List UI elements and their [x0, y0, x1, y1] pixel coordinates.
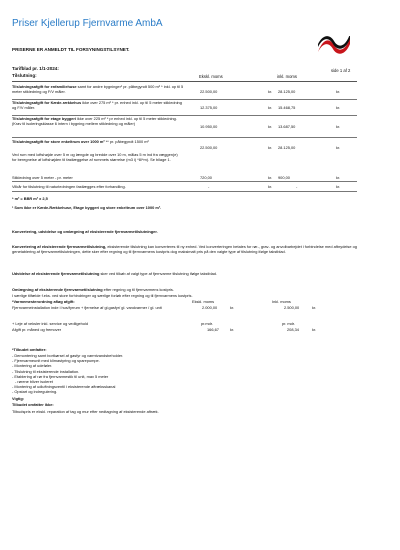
unit: kr. — [336, 124, 341, 129]
row-description: + Leje af veksler inkl. service og vedligehold — [12, 321, 89, 326]
unit: kr. — [230, 327, 235, 332]
conversion-text: Konvertering af eksisterende fjernvarmetilslutning, eksisterende tilslutning kan konverteres til ny enhed. Ved konverteringen betales for rør-, grav- og anvolbarbejdet i forbindelse med afbrydelse og genetablering af fjernvarmetilslutningen, dette sker efter regning og til fjernvarmens kostpris dog maksimalt pris på den valgte type af tilslutning ifølge takstblad. — [12, 244, 357, 255]
row-description: Tilslutningsafgift for Kæde-rækkehus ikke over 275 m² * pr. enhed inkl. op til 5 meter stikledning og F/V måler. — [12, 100, 182, 111]
row-description: Afgift pr. måned og fremover — [12, 327, 62, 332]
divider — [12, 81, 357, 82]
price-excl: - — [208, 184, 210, 189]
price-excl: pr.mdr. — [201, 321, 213, 326]
price-incl: 15.468,75 — [278, 105, 296, 110]
list-item: - Opstart og indregulering. — [12, 389, 58, 395]
company-logo — [317, 36, 351, 54]
not-included-text: Tilbudspris er ekskl. reparation af tag og mur efter nedtagning af eksisterende aftræk. — [12, 409, 159, 414]
unit: kr. — [230, 305, 235, 310]
price-incl: 28.125,00 — [278, 89, 296, 94]
unit: kr. — [268, 184, 273, 189]
height-note: Ved rum med loftshøjde over 5 m og længde og bredde over 10 m, målas 5 m ind fra væggen(e) for beregnelse af loftshøjden til fastlæggelse af rummets størrelse (m3 i) *8/*m). Se bilage 1. — [12, 152, 178, 163]
divider — [12, 191, 357, 192]
page-number: side 1 af 2 — [331, 68, 351, 73]
formula-note: * m² = BBR m² x 2,5 — [12, 196, 48, 201]
unit: kr. — [268, 89, 273, 94]
col-incl-vat: Inkl. moms — [272, 299, 291, 304]
row-description: Stikledning over 5 meter - pr. meter — [12, 175, 73, 180]
row-description: Fjernvarmeinstallation inde i hus/fyrrum + fjernelse af gl.gasfyr/ gl. vandvarmer / gl. unit — [12, 305, 162, 310]
list-item: - Fjernvarmeunit med klimastyring og sparepumpe. — [12, 358, 100, 364]
unit: kr. — [336, 105, 341, 110]
price-incl: 28.125,00 — [278, 145, 296, 150]
unit: kr. — [268, 145, 273, 150]
expansion-text: Udvidelse af eksisterende fjernvarmetilslutning sker ved tilkøb af valgt type af fjernvarme tilslutning ifølge takstblad. — [12, 271, 217, 276]
price-incl: 900,00 — [278, 175, 290, 180]
col-excl-vat: Ekskl. moms — [199, 74, 223, 79]
price-excl: 166,67 — [207, 327, 219, 332]
price-incl: 13.687,50 — [278, 124, 296, 129]
section-title: Konvertering, udvidelse og omlægning af eksisterende fjernvarmetilslutninger. — [12, 229, 158, 234]
unit: kr. — [312, 327, 317, 332]
organization-title: Priser Kjellerup Fjernvarme AmbA — [12, 18, 163, 29]
price-excl: 22.500,00 — [200, 89, 218, 94]
row-description: Tilslutningsafgift for enfamiliehuse samt for andre bygninger¹ pr. påbegyndt 500 m² * inkl. op til 5 meter stikledning og F/V måler. — [12, 84, 184, 95]
vvo-title: *Varmemesterordning afløg afgift: — [12, 299, 75, 304]
list-item: - Montering af udeføler. — [12, 363, 53, 369]
unit: kr. — [268, 124, 273, 129]
price-incl: pr. mdr. — [282, 321, 295, 326]
price-excl: 22.500,00 — [200, 145, 218, 150]
relocation-text: Omlægning af eksisterende fjernvarmetilslutning efter regning og til fjernvarmens kostpris. — [12, 287, 174, 292]
tariff-heading: Tarifblad pr. 1/1-2024: — [12, 66, 59, 71]
not-included-title: Tilbudet omfatter ikke: — [12, 402, 54, 407]
price-excl: 720,00 — [200, 175, 212, 180]
unit: kr. — [336, 145, 341, 150]
price-excl: 2.000,00 — [202, 305, 218, 310]
col-excl-vat: Ekskl. moms — [192, 299, 215, 304]
row-description: Tilslutningsafgift for etage byggeri ikke over 225 m² * pr enhed inkl. op til 5 meter stikledning. (Krav til isoleringsklasse 6 intern i bygning mellem stikledning og måler) — [12, 116, 177, 127]
list-item: - Etablering af rør fra fjernvarmestik til unit, max 5 meter — [12, 373, 109, 379]
list-item: - Montering af udluftningsventil i eksisterende aftræksskanal — [12, 384, 116, 390]
row-description: Vilkår for tilslutning til naturledningen fastlægges efter forhandling. — [12, 184, 126, 189]
list-item: - rørene bliver isoleret — [15, 379, 53, 385]
list-item: - Demontering samt bortkørsel af gasfyr og varmtvandsbeholder. — [12, 353, 124, 358]
price-incl: 2.500,00 — [284, 305, 300, 310]
unit: kr. — [268, 175, 273, 180]
row-description: Tilslutningsafgift for store enkeltrum over 1000 m² ** pr. påbegyndt 1500 m² — [12, 139, 149, 144]
notice-heading: PRISERNE ER ANMELDT TIL FORSYNINGSTILSYNET. — [12, 47, 130, 52]
offer-title: *Tilbudet omfatter: — [12, 347, 47, 352]
important-label: Vigtig: — [12, 396, 25, 401]
price-excl: 12.375,00 — [200, 105, 218, 110]
price-incl: - — [296, 184, 298, 189]
col-incl-vat: inkl. moms — [277, 74, 298, 79]
special-cases-text: I særlige tilfælde f.eks. ved store forhindringer og særlige forløb efter regning og til fjernvarmens kostpris. — [12, 293, 193, 298]
unit: kr. — [336, 89, 341, 94]
offer-list — [12, 353, 312, 395]
table-title: Tilslutning: — [12, 73, 37, 78]
footnote: ¹ Som ikke er Kæde-Rækkehuse, Etage byggeri og store enkeltrum over 1000 m². — [12, 205, 162, 210]
price-excl: 10.950,00 — [200, 124, 218, 129]
unit: kr. — [336, 184, 341, 189]
unit: kr. — [268, 105, 273, 110]
divider — [12, 137, 357, 138]
list-item: - Tilslutning til eksisterende installation. — [12, 368, 80, 374]
price-incl: 208,34 — [287, 327, 299, 332]
unit: kr. — [336, 175, 341, 180]
divider — [12, 181, 357, 182]
table-header — [12, 73, 357, 81]
unit: kr. — [312, 305, 317, 310]
